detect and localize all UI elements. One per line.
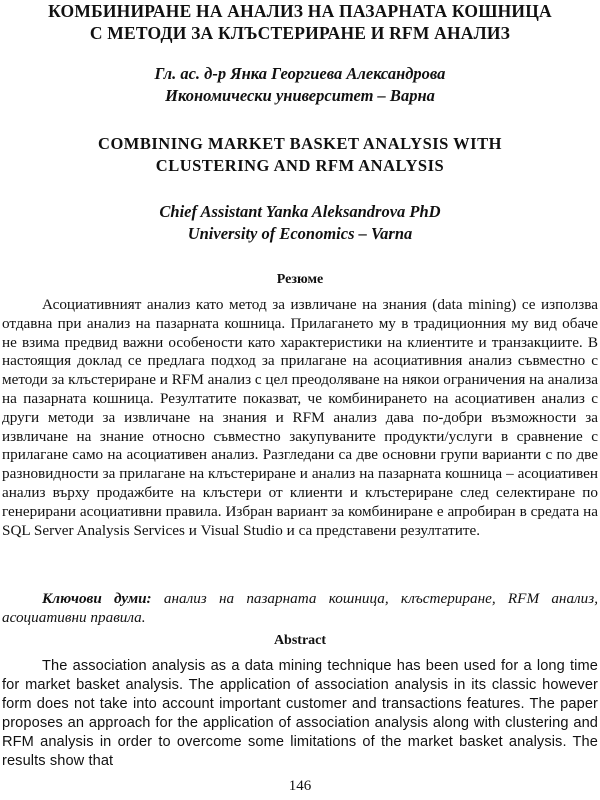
resume-paragraph: Асоциативният анализ като метод за извличане на знания (data mining) се използва отдавна при анализ на пазарната кошница. Прилагането му в традиционния му вид обаче не взима предвид важни особености като характеристики на клиентите и транзакциите. В настоящия доклад се предлага подход за прилагане на асоциативния анализ съвместно с методи за клъстериране и RFM анализ с цел преодоляване на някои ограничения на анализа на пазарната кошница. Резултатите показват, че комбинирането на асоциативен анализ с други методи за извличане на знания и RFM анализ дава по-добри възможности за извличане на знание относно съвместно закупуваните продукти/услуги в сравнение с прилагане само на асоциативен анализ. Разгледани са две основни групи варианти с по две разновидности за прилагане на клъстериране и анализ на пазарната кошница – асоциативен анализ върху продажбите на клъстери от клиенти и клъстериране след селектиране по генерирани асоциативни правила. Избран вариант за комбиниране е апробиран в средата на SQL Server Analysis Services и Visual Studio и са представени резултатите. [2,296,598,539]
author-affiliation-english: University of Economics – Varna [187,224,413,243]
author-block-bulgarian [40,63,560,107]
keywords-list: анализ на пазарната кошница, клъстериране, RFM анализ, асоциативни правила. [2,590,598,626]
abstract-heading: Abstract [273,633,327,648]
title-english [40,133,560,177]
author-block-english [40,201,560,245]
author-affiliation-bulgarian: Икономически университет – Варна [165,86,435,105]
title-bulgarian-line2: С МЕТОДИ ЗА КЛЪСТЕРИРАНЕ И RFM АНАЛИЗ [89,23,511,43]
title-english-line1: COMBINING MARKET BASKET ANALYSIS WITH [98,134,502,153]
keywords-label: Ключови думи: [42,590,152,607]
abstract-paragraph: The association analysis as a data mining technique has been used for a long time for market basket analysis. The application of association analysis in its classic however form does not take into account important customer and transactions features. The paper proposes an approach for the application of association analysis along with clustering and RFM analysis in order to overcome some limitations of the market basket analysis. The results show that [2,658,598,769]
title-bulgarian-line1: КОМБИНИРАНЕ НА АНАЛИЗ НА ПАЗАРНАТА КОШНИЦА [48,1,552,21]
title-english-line2: CLUSTERING AND RFM ANALYSIS [155,156,445,175]
author-name-english: Chief Assistant Yanka Aleksandrova PhD [159,202,441,221]
page-number: 146 [288,778,312,794]
resume-heading: Резюме [276,272,324,287]
author-name-bulgarian: Гл. ас. д-р Янка Георгиева Александрова [154,64,446,83]
title-bulgarian [40,0,560,44]
keywords-paragraph [2,590,598,628]
